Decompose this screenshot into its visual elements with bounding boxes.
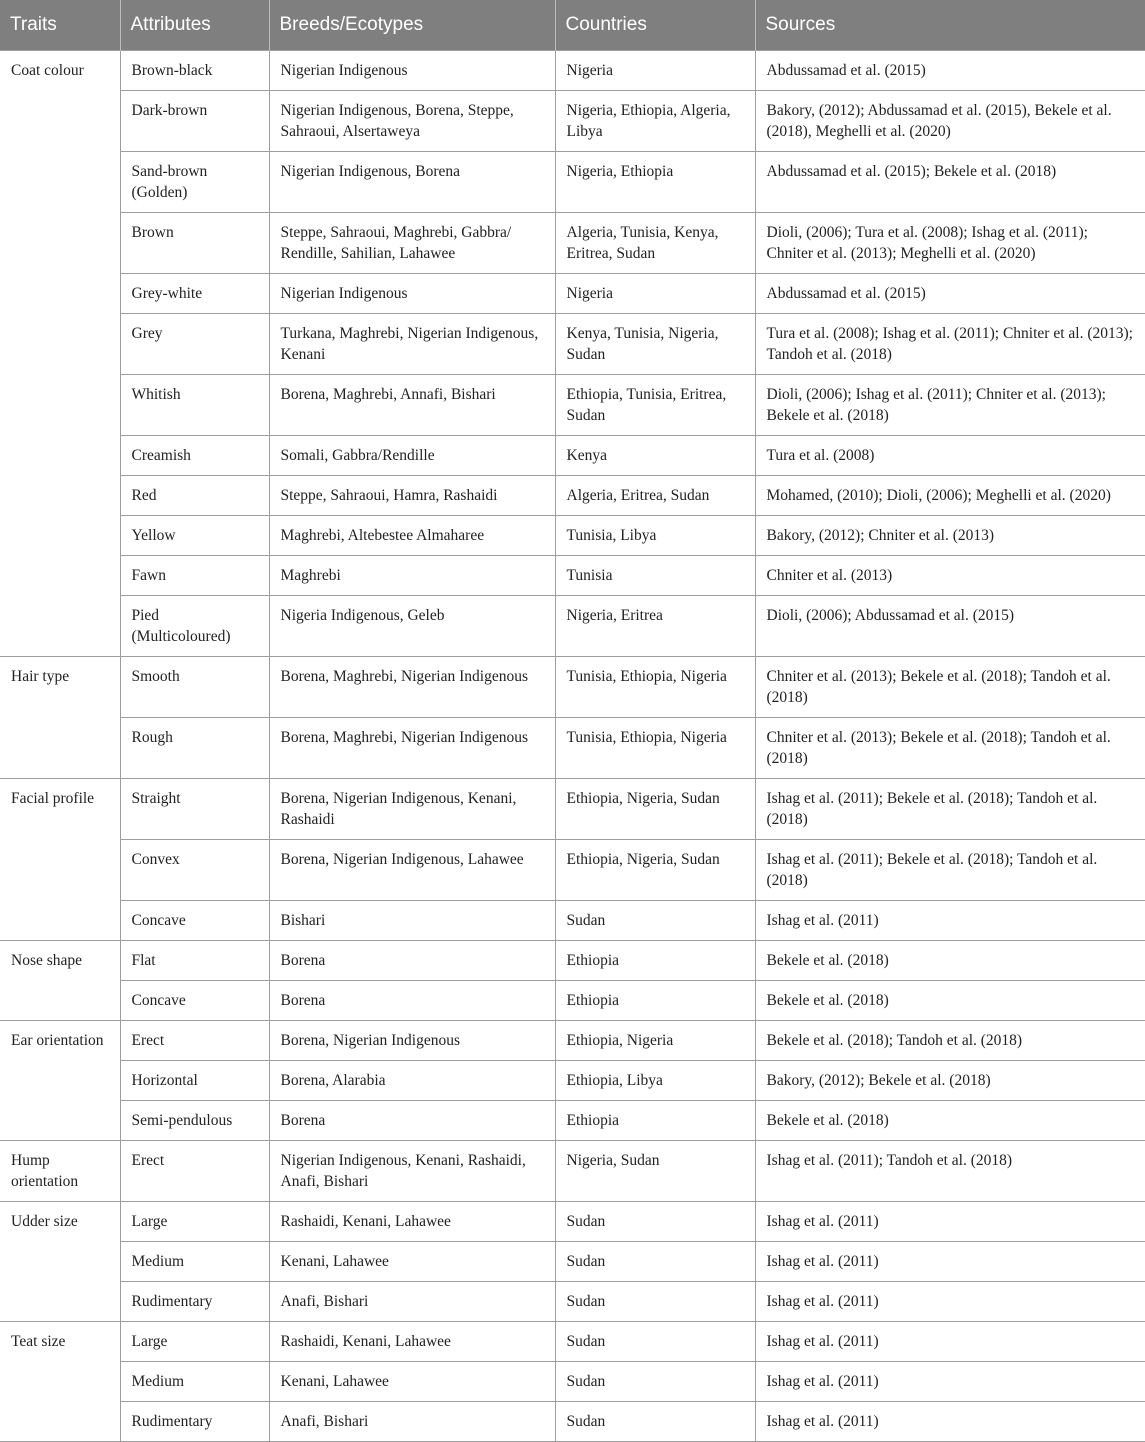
header-row [0,0,1145,51]
table-row [0,596,1145,657]
sources-cell: Bekele et al. (2018) [755,981,1145,1021]
header-attributes: Attributes [120,0,269,51]
table-header [0,0,1145,51]
trait-cell: Teat size [0,1322,120,1442]
header-breeds: Breeds/Ecotypes [269,0,555,51]
breeds-cell: Maghrebi, Altebestee Almaharee [269,516,555,556]
table-row [0,1021,1145,1061]
table-row [0,91,1145,152]
trait-cell: Nose shape [0,941,120,1021]
table-row [0,1402,1145,1442]
trait-cell: Ear orientation [0,1021,120,1141]
sources-cell: Mohamed, (2010); Dioli, (2006); Meghelli et al. (2020) [755,476,1145,516]
breeds-cell: Nigeria Indigenous, Geleb [269,596,555,657]
countries-cell: Sudan [555,1282,755,1322]
attribute-cell: Large [120,1322,269,1362]
countries-cell: Tunisia, Ethiopia, Nigeria [555,657,755,718]
table-row [0,1101,1145,1141]
breeds-cell: Bishari [269,901,555,941]
countries-cell: Ethiopia, Nigeria [555,1021,755,1061]
table-row [0,516,1145,556]
sources-cell: Bekele et al. (2018) [755,1101,1145,1141]
sources-cell: Tura et al. (2008) [755,436,1145,476]
breeds-cell: Nigerian Indigenous [269,51,555,91]
countries-cell: Ethiopia, Libya [555,1061,755,1101]
table-row [0,840,1145,901]
trait-cell: Udder size [0,1202,120,1322]
attribute-cell: Red [120,476,269,516]
header-traits: Traits [0,0,120,51]
table-row [0,718,1145,779]
breeds-cell: Somali, Gabbra/Rendille [269,436,555,476]
breeds-cell: Borena, Nigerian Indigenous [269,1021,555,1061]
sources-cell: Bakory, (2012); Chniter et al. (2013) [755,516,1145,556]
sources-cell: Bekele et al. (2018) [755,941,1145,981]
sources-cell: Ishag et al. (2011); Bekele et al. (2018); Tandoh et al. (2018) [755,779,1145,840]
attribute-cell: Creamish [120,436,269,476]
attribute-cell: Semi-pendulous [120,1101,269,1141]
breeds-cell: Maghrebi [269,556,555,596]
breeds-cell: Turkana, Maghrebi, Nigerian Indigenous, Kenani [269,314,555,375]
breeds-cell: Borena, Alarabia [269,1061,555,1101]
breeds-cell: Steppe, Sahraoui, Hamra, Rashaidi [269,476,555,516]
countries-cell: Sudan [555,1322,755,1362]
attribute-cell: Grey [120,314,269,375]
sources-cell: Ishag et al. (2011); Tandoh et al. (2018) [755,1141,1145,1202]
countries-cell: Tunisia, Libya [555,516,755,556]
sources-cell: Abdussamad et al. (2015) [755,51,1145,91]
sources-cell: Ishag et al. (2011) [755,1202,1145,1242]
sources-cell: Bekele et al. (2018); Tandoh et al. (2018) [755,1021,1145,1061]
sources-cell: Ishag et al. (2011) [755,1282,1145,1322]
countries-cell: Nigeria [555,274,755,314]
attribute-cell: Flat [120,941,269,981]
countries-cell: Nigeria, Eritrea [555,596,755,657]
attribute-cell: Pied (Multicoloured) [120,596,269,657]
sources-cell: Bakory, (2012); Abdussamad et al. (2015), Bekele et al. (2018), Meghelli et al. (2020) [755,91,1145,152]
countries-cell: Tunisia, Ethiopia, Nigeria [555,718,755,779]
sources-cell: Abdussamad et al. (2015); Bekele et al. (2018) [755,152,1145,213]
attribute-cell: Rudimentary [120,1282,269,1322]
table-row [0,51,1145,91]
countries-cell: Ethiopia, Nigeria, Sudan [555,779,755,840]
countries-cell: Ethiopia [555,941,755,981]
table-row [0,274,1145,314]
breeds-cell: Borena, Maghrebi, Annafi, Bishari [269,375,555,436]
countries-cell: Sudan [555,1402,755,1442]
breeds-cell: Nigerian Indigenous, Borena [269,152,555,213]
table-row [0,901,1145,941]
countries-cell: Sudan [555,1242,755,1282]
countries-cell: Nigeria, Sudan [555,1141,755,1202]
attribute-cell: Straight [120,779,269,840]
trait-cell: Coat colour [0,51,120,657]
table-row [0,152,1145,213]
countries-cell: Tunisia [555,556,755,596]
breeds-cell: Anafi, Bishari [269,1282,555,1322]
sources-cell: Dioli, (2006); Tura et al. (2008); Ishag et al. (2011); Chniter et al. (2013); Meghelli et al. (2020) [755,213,1145,274]
breeds-cell: Borena [269,1101,555,1141]
countries-cell: Sudan [555,901,755,941]
attribute-cell: Brown-black [120,51,269,91]
countries-cell: Nigeria, Ethiopia, Algeria, Libya [555,91,755,152]
attribute-cell: Medium [120,1362,269,1402]
breeds-cell: Borena [269,941,555,981]
countries-cell: Algeria, Tunisia, Kenya, Eritrea, Sudan [555,213,755,274]
sources-cell: Dioli, (2006); Ishag et al. (2011); Chniter et al. (2013); Bekele et al. (2018) [755,375,1145,436]
countries-cell: Kenya [555,436,755,476]
sources-cell: Ishag et al. (2011) [755,901,1145,941]
table-row [0,1362,1145,1402]
breeds-cell: Borena, Maghrebi, Nigerian Indigenous [269,718,555,779]
attribute-cell: Yellow [120,516,269,556]
countries-cell: Sudan [555,1362,755,1402]
countries-cell: Ethiopia [555,981,755,1021]
attribute-cell: Horizontal [120,1061,269,1101]
trait-cell: Hair type [0,657,120,779]
attribute-cell: Smooth [120,657,269,718]
breeds-cell: Rashaidi, Kenani, Lahawee [269,1322,555,1362]
table-row [0,436,1145,476]
sources-cell: Ishag et al. (2011); Bekele et al. (2018); Tandoh et al. (2018) [755,840,1145,901]
table-row [0,779,1145,840]
table-row [0,981,1145,1021]
attribute-cell: Fawn [120,556,269,596]
breeds-cell: Borena, Nigerian Indigenous, Kenani, Rashaidi [269,779,555,840]
attribute-cell: Whitish [120,375,269,436]
table-row [0,1061,1145,1101]
attribute-cell: Convex [120,840,269,901]
table-row [0,375,1145,436]
sources-cell: Ishag et al. (2011) [755,1322,1145,1362]
attribute-cell: Grey-white [120,274,269,314]
countries-cell: Ethiopia, Tunisia, Eritrea, Sudan [555,375,755,436]
breeds-cell: Kenani, Lahawee [269,1362,555,1402]
table-row [0,213,1145,274]
sources-cell: Bakory, (2012); Bekele et al. (2018) [755,1061,1145,1101]
attribute-cell: Erect [120,1141,269,1202]
attribute-cell: Large [120,1202,269,1242]
attribute-cell: Concave [120,901,269,941]
countries-cell: Ethiopia, Nigeria, Sudan [555,840,755,901]
breeds-cell: Nigerian Indigenous, Borena, Steppe, Sahraoui, Alsertaweya [269,91,555,152]
sources-cell: Ishag et al. (2011) [755,1242,1145,1282]
table-row [0,1202,1145,1242]
countries-cell: Algeria, Eritrea, Sudan [555,476,755,516]
table-row [0,657,1145,718]
attribute-cell: Medium [120,1242,269,1282]
attribute-cell: Erect [120,1021,269,1061]
attribute-cell: Rudimentary [120,1402,269,1442]
breeds-cell: Borena, Nigerian Indigenous, Lahawee [269,840,555,901]
breeds-cell: Borena [269,981,555,1021]
breeds-cell: Borena, Maghrebi, Nigerian Indigenous [269,657,555,718]
table-row [0,556,1145,596]
trait-cell: Facial profile [0,779,120,941]
countries-cell: Nigeria, Ethiopia [555,152,755,213]
table-row [0,941,1145,981]
table-row [0,476,1145,516]
breeds-cell: Rashaidi, Kenani, Lahawee [269,1202,555,1242]
sources-cell: Chniter et al. (2013) [755,556,1145,596]
countries-cell: Nigeria [555,51,755,91]
attribute-cell: Dark-brown [120,91,269,152]
sources-cell: Abdussamad et al. (2015) [755,274,1145,314]
breeds-cell: Kenani, Lahawee [269,1242,555,1282]
breeds-cell: Anafi, Bishari [269,1402,555,1442]
sources-cell: Tura et al. (2008); Ishag et al. (2011); Chniter et al. (2013); Tandoh et al. (2018) [755,314,1145,375]
table-row [0,314,1145,375]
header-countries: Countries [555,0,755,51]
attribute-cell: Sand-brown (Golden) [120,152,269,213]
sources-cell: Chniter et al. (2013); Bekele et al. (2018); Tandoh et al. (2018) [755,718,1145,779]
table-row [0,1141,1145,1202]
sources-cell: Dioli, (2006); Abdussamad et al. (2015) [755,596,1145,657]
breeds-cell: Nigerian Indigenous, Kenani, Rashaidi, Anafi, Bishari [269,1141,555,1202]
attribute-cell: Concave [120,981,269,1021]
attribute-cell: Rough [120,718,269,779]
table-row [0,1282,1145,1322]
trait-cell: Hump orientation [0,1141,120,1202]
countries-cell: Kenya, Tunisia, Nigeria, Sudan [555,314,755,375]
sources-cell: Ishag et al. (2011) [755,1362,1145,1402]
attribute-cell: Brown [120,213,269,274]
breeds-cell: Nigerian Indigenous [269,274,555,314]
table-row [0,1322,1145,1362]
breeds-cell: Steppe, Sahraoui, Maghrebi, Gabbra/ Rendille, Sahilian, Lahawee [269,213,555,274]
countries-cell: Sudan [555,1202,755,1242]
sources-cell: Ishag et al. (2011) [755,1402,1145,1442]
table-row [0,1242,1145,1282]
table-body [0,51,1145,1442]
sources-cell: Chniter et al. (2013); Bekele et al. (2018); Tandoh et al. (2018) [755,657,1145,718]
header-sources: Sources [755,0,1145,51]
countries-cell: Ethiopia [555,1101,755,1141]
